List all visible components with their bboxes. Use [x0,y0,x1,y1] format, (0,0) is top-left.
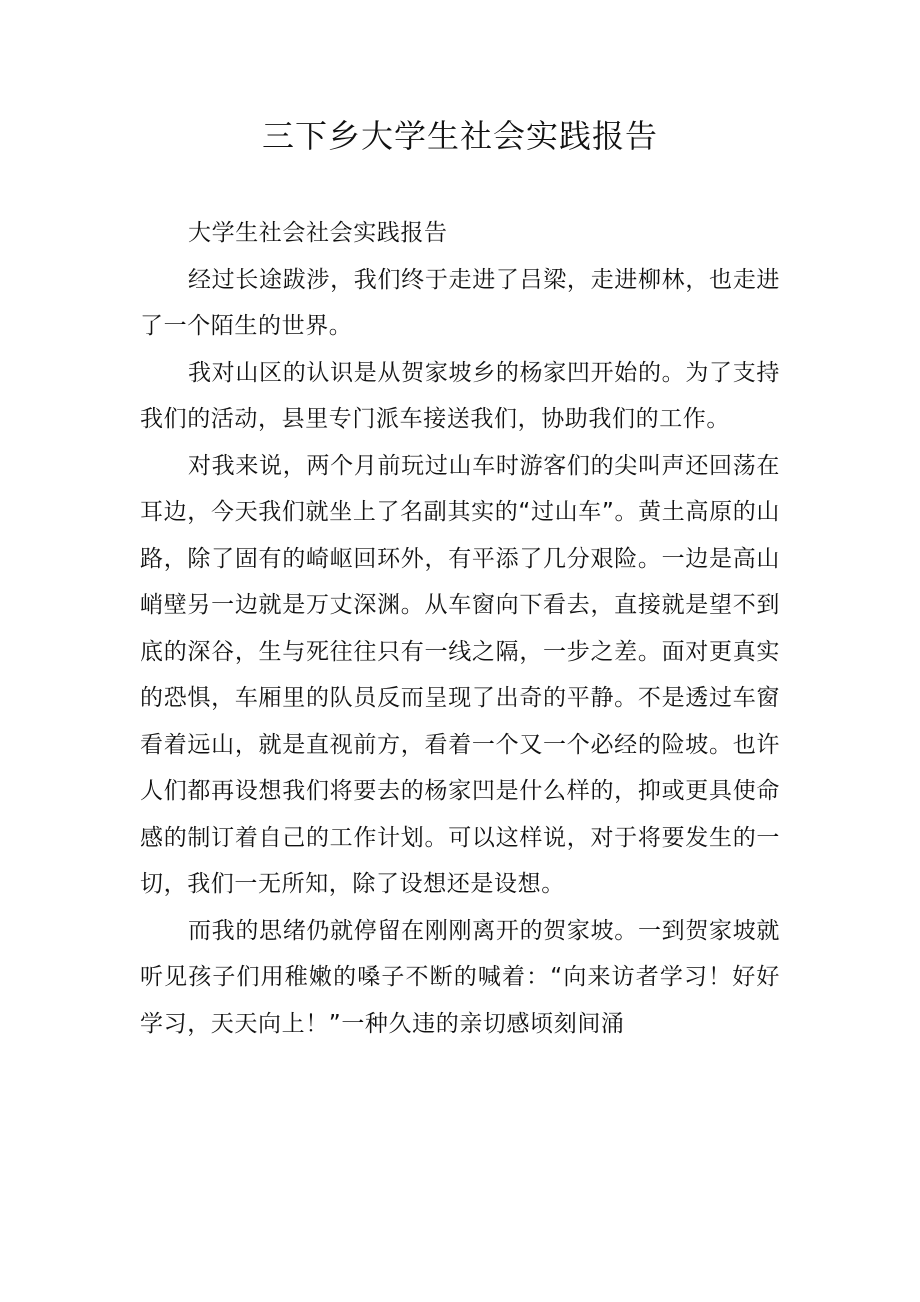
paragraph: 对我来说，两个月前玩过山车时游客们的尖叫声还回荡在耳边，今天我们就坐上了名副其实的“过山车”。黄土高原的山路，除了固有的崎岖回环外，有平添了几分艰险。一边是高山峭壁另一边就是万丈深渊。从车窗向下看去，直接就是望不到底的深谷，生与死往往只有一线之隔，一步之差。面对更真实的恐惧，车厢里的队员反而呈现了出奇的平静。不是透过车窗看着远山，就是直视前方，看着一个又一个必经的险坡。也许人们都再设想我们将要去的杨家凹是什么样的，抑或更具使命感的制订着自己的工作计划。可以这样说，对于将要发生的一切，我们一无所知，除了设想还是设想。 [140,452,780,897]
paragraph: 而我的思绪仍就停留在刚刚离开的贺家坡。一到贺家坡就听见孩子们用稚嫩的嗓子不断的喊着：“向来访者学习！好好学习，天天向上！”一种久违的亲切感顷刻间涌 [140,917,780,1037]
paragraph: 我对山区的认识是从贺家坡乡的杨家凹开始的。为了支持我们的活动，县里专门派车接送我们，协助我们的工作。 [140,359,780,432]
paragraph-subtitle: 大学生社会社会实践报告 [188,220,448,246]
document-title: 三下乡大学生社会实践报告 [261,117,658,155]
paragraph: 经过长途跋涉，我们终于走进了吕梁，走进柳林，也走进了一个陌生的世界。 [140,266,780,339]
document-body [140,210,780,1047]
